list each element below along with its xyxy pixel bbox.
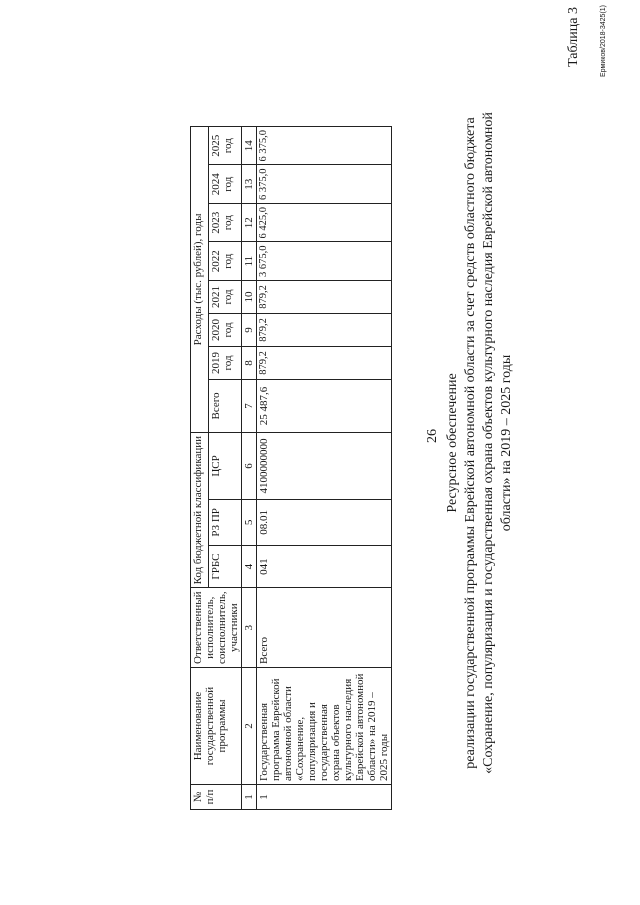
col-number: 3 [242,588,257,668]
header-num: № п/п [191,785,242,810]
document-stamp: Ермиков/2018-3425(1) [600,5,607,78]
header-year-2022: 2022 год [209,242,242,281]
header-executor: Ответственный исполнитель, соисполнитель, участники [191,588,242,668]
row-executor: Всего [257,588,392,668]
header-grbs: ГРБС [209,545,242,588]
title-line-4: области» на 2019 – 2025 годы [499,354,514,532]
table-row [257,126,392,809]
col-number: 5 [242,499,257,545]
row-total: 25 487,6 [257,379,392,432]
col-number: 13 [242,165,257,204]
header-total: Всего [209,379,242,432]
header-row-1 [191,126,209,809]
header-year-2025: 2025 год [209,126,242,165]
col-number: 9 [242,313,257,346]
resource-table [190,126,392,810]
col-number: 7 [242,379,257,432]
row-program-name: Государственная программа Еврейской автономной области «Сохранение, популяризация и государственная охрана объектов культурного наследия Еврейской автономной области» на 2019 – 2025 годы [257,668,392,785]
document-title [444,83,516,803]
table-label: Таблица 3 [566,7,581,67]
header-year-2019: 2019 год [209,346,242,379]
row-csr: 4100000000 [257,432,392,499]
title-line-3: «Сохранение, популяризация и государственная охрана объектов культурного наследия Еврейской автономной [481,112,496,774]
header-name: Наименование государственной программы [191,668,242,785]
col-number: 11 [242,242,257,281]
row-value-2021: 879,2 [257,280,392,313]
header-csr: ЦСР [209,432,242,499]
header-expenses: Расходы (тыс. рублей), годы [191,126,209,432]
row-value-2023: 6 425,0 [257,203,392,242]
col-number: 8 [242,346,257,379]
col-number: 4 [242,545,257,588]
col-number: 14 [242,126,257,165]
header-budget-code: Код бюджетной классификации [191,432,209,587]
col-number: 12 [242,203,257,242]
header-year-2023: 2023 год [209,203,242,242]
column-number-row [242,126,257,809]
header-rzpr: РЗ ПР [209,499,242,545]
row-value-2025: 6 375,0 [257,126,392,165]
header-year-2020: 2020 год [209,313,242,346]
header-year-2021: 2021 год [209,280,242,313]
col-number: 6 [242,432,257,499]
row-rzpr: 08.01 [257,499,392,545]
title-line-2: реализации государственной программы Еврейской автономной области за счет средств областного бюджета [463,117,478,769]
row-value-2022: 3 675,0 [257,242,392,281]
col-number: 10 [242,280,257,313]
row-value-2020: 879,2 [257,313,392,346]
col-number: 2 [242,668,257,785]
row-value-2019: 879,2 [257,346,392,379]
header-year-2024: 2024 год [209,165,242,204]
row-num: 1 [257,785,392,810]
page-number: 26 [425,429,440,443]
row-grbs: 041 [257,545,392,588]
title-line-1: Ресурсное обеспечение [445,373,460,513]
row-value-2024: 6 375,0 [257,165,392,204]
col-number: 1 [242,785,257,810]
